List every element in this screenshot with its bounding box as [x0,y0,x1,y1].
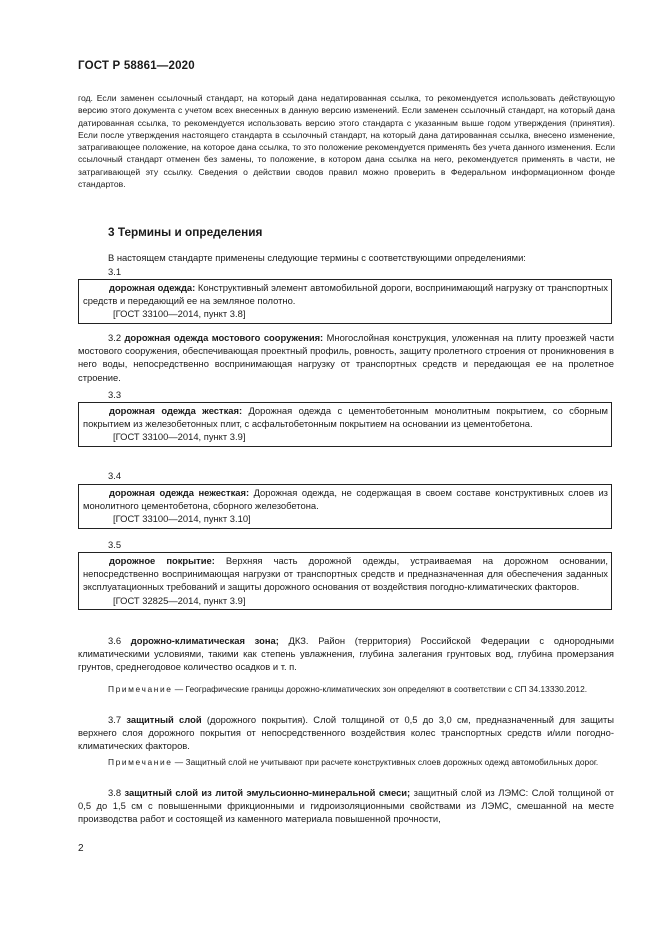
intro-paragraph [78,92,615,190]
term-definition: ДКЗ. Район (территория) Российской Федерации с однородными климатическими условиями, такими как степень увлажнения, глубина залегания грунтовых вод, глубина промерзания грунтов, среднегодовое количество осадков и т. п. [78,635,614,673]
section-title: 3 Термины и определения [108,225,263,239]
term-name: дорожно-климатическая зона; [130,635,279,646]
term-entry [83,554,608,594]
term-number: 3.7 [108,714,122,725]
note-text [78,683,614,695]
term-entry [78,331,614,384]
term-definition: Многослойная конструкция, уложенная на плиту проезжей части мостового сооружения, обеспечивающая проектный профиль, ровность, защиту пролетного строения от проникновения в него воды, непосредственно воспринимающая нагрузку от транспортных средств и передающая ее на пролетное строение. [78,332,614,383]
term-number: 3.3 [108,389,122,400]
term-box-3-1 [78,279,612,324]
intro-text: год. Если заменен ссылочный стандарт, на который дана недатированная ссылка, то рекомендуется использовать действующую версию этого документа с учетом всех внесенных в данную версию изменений. Если заменен ссылочный стандарт, на который дана датированная ссылка, то рекомендуется использовать версию этого стандарта с указанным выше годом утверждения (принятия). Если после утверждения настоящего стандарта в ссылочный стандарт, на который дана датированная ссылка, внесено изменение, затрагивающее положение, на которое дана ссылка, то это положение рекомендуется применять без учета данного изменения. Если ссылочный стандарт отменен без замены, то положение, в котором дана ссылка на него, рекомендуется применять в части, не затрагивающей эту ссылку. Сведения о действии сводов правил можно проверить в Федеральном информационном фонде стандартов. [78,93,615,190]
term-name: защитный слой из литой эмульсионно-минеральной смеси; [124,787,411,798]
term-reference: [ГОСТ 33100—2014, пункт 3.8] [113,308,246,320]
term-definition: Дорожная одежда, не содержащая в своем составе конструктивных слоев из монолитного цементобетона, сборного железобетона. [83,487,608,512]
term-entry [83,281,608,307]
page-number: 2 [78,843,84,854]
term-name: защитный слой [126,714,202,725]
term-number: 3.8 [108,787,122,798]
term-name: дорожная одежда нежесткая: [109,487,250,498]
term-box-3-3 [78,402,612,447]
term-paragraph-3-8 [78,786,614,826]
term-paragraph-3-6 [78,634,614,674]
term-paragraph-3-7 [78,713,614,753]
term-reference: [ГОСТ 33100—2014, пункт 3.9] [113,431,246,443]
term-name: дорожное покрытие: [109,555,215,566]
section-lead: В настоящем стандарте применены следующие термины с соответствующими определениями: [108,252,526,263]
term-entry [83,404,608,430]
term-reference: [ГОСТ 32825—2014, пункт 3.9] [113,594,246,606]
term-definition: (дорожного покрытия). Слой толщиной от 0,5 до 3,0 см, предназначенный для защиты верхнего слоя дорожного покрытия от непосредственного воздействия колес транспортных средств и/или погодно-климатических факторов. [78,714,615,752]
term-definition: Дорожная одежда с цементобетонным монолитным покрытием, со сборным покрытием из железобетонных плит, с асфальтобетонным покрытием на основании из цементобетона. [83,405,608,430]
term-box-3-5 [78,552,612,610]
term-entry [78,713,614,753]
term-definition: Конструктивный элемент автомобильной дороги, воспринимающий нагрузку от транспортных средств и передающий ее на земляное полотно. [83,282,608,307]
term-number: 3.6 [108,635,122,646]
term-number: 3.2 [108,332,122,343]
term-name: дорожная одежда жесткая: [109,405,243,416]
term-name: дорожная одежда мостового сооружения: [124,332,324,343]
term-name: дорожная одежда: [109,282,196,293]
term-definition: Верхняя часть дорожной одежды, устраиваемая на дорожном основании, непосредственно воспринимающая нагрузки от транспортных средств и предназначенная для обеспечения заданных эксплуатационных требований и защиты дорожного основания от воздействия погодно-климатических факторов. [83,555,608,593]
term-entry [78,786,614,826]
note-body: — Географические границы дорожно-климатических зон определяют в соответствии с СП 34.13330.2012. [172,684,588,694]
document-header: ГОСТ Р 58861—2020 [78,60,195,72]
note-body: — Защитный слой не учитывают при расчете конструктивных слоев дорожных одежд автомобильных дорог. [172,757,599,767]
note-text [78,756,614,768]
note-label: Примечание [108,757,173,767]
term-entry [83,486,608,512]
term-number: 3.4 [108,470,122,481]
term-entry [78,634,614,674]
term-number: 3.1 [108,266,122,277]
term-paragraph-3-2 [78,331,614,384]
term-reference: [ГОСТ 33100—2014, пункт 3.10] [113,513,251,525]
note-2 [78,756,614,768]
term-box-3-4 [78,484,612,529]
term-number: 3.5 [108,539,122,550]
note-label: Примечание [108,684,173,694]
term-definition: защитный слой из ЛЭМС: Слой толщиной от 0,5 до 1,5 см с повышенными фрикционными и гидроизоляционными свойствами из ЛЭМС, смешанной на месте производства работ и состоящей из каменного материала повышенной прочности, [78,787,614,825]
note-1 [78,683,614,695]
